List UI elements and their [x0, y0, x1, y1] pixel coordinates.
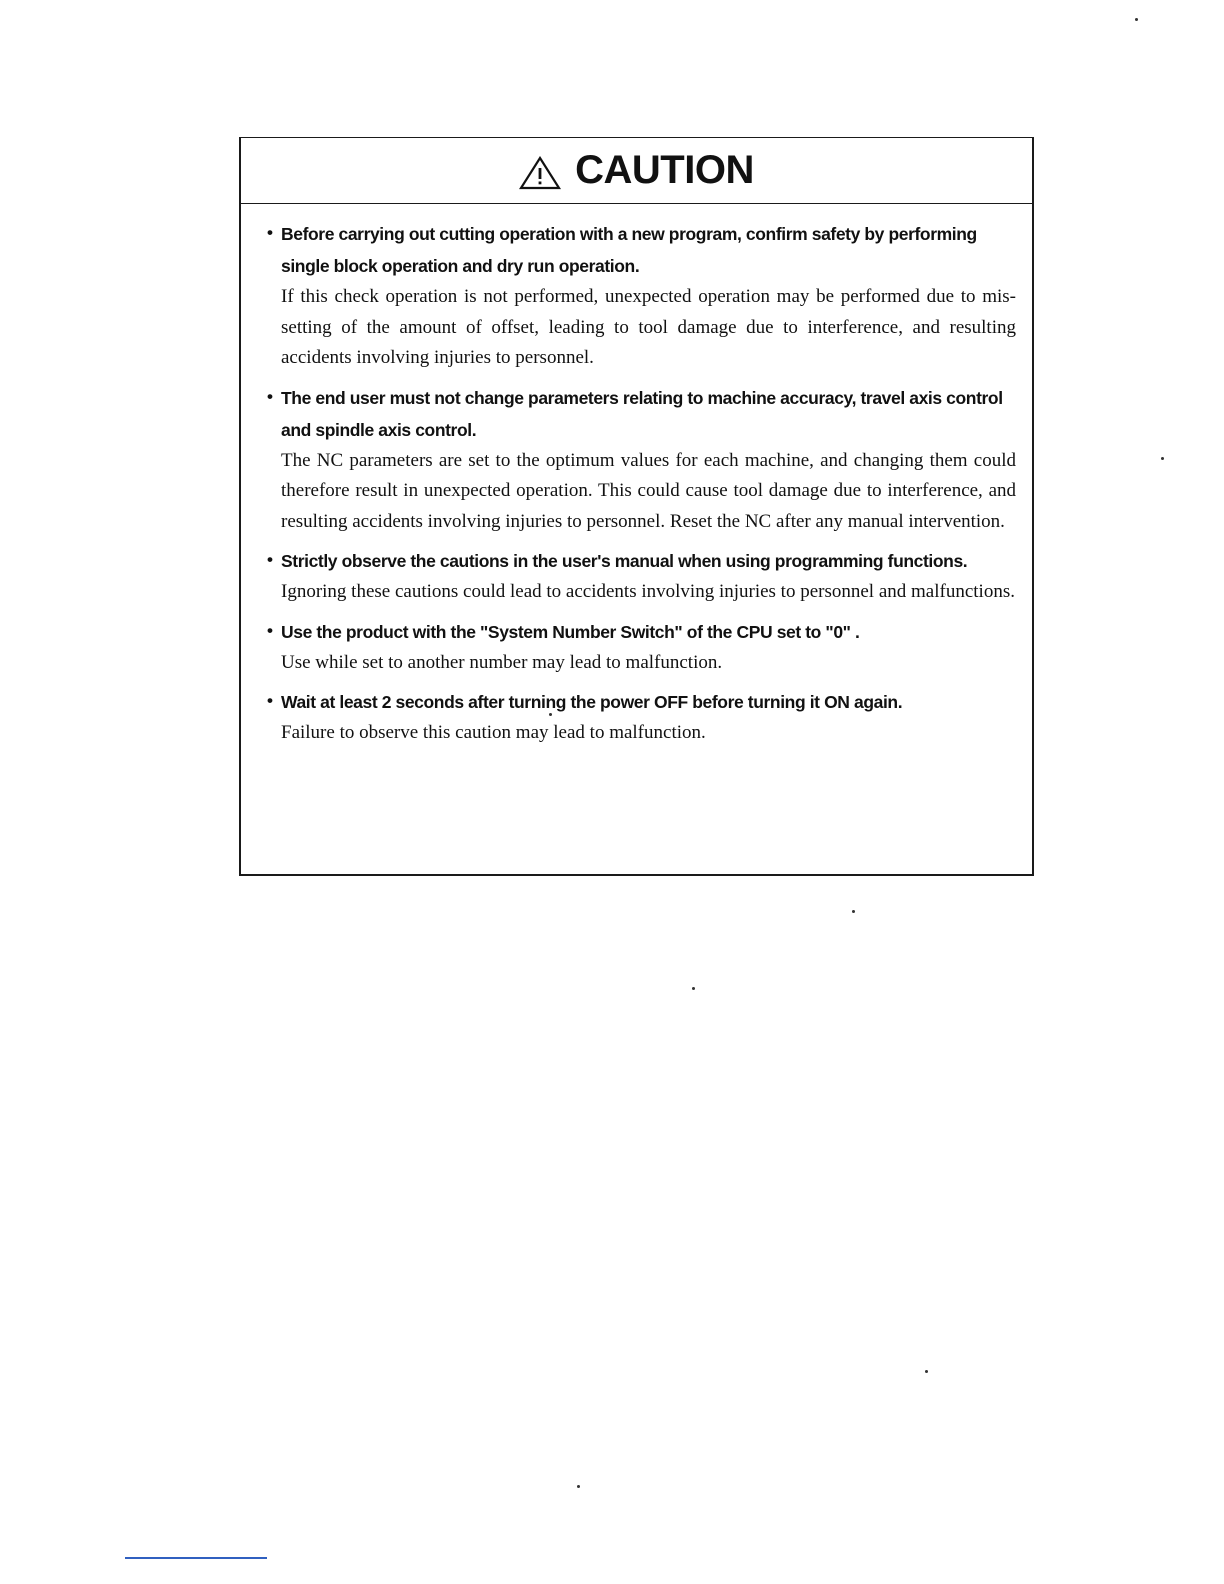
caution-body: [241, 204, 1032, 749]
caution-item-heading: Strictly observe the cautions in the user's manual when using programming functions.: [281, 551, 968, 571]
caution-item-description: Use while set to another number may lead to malfunction.: [281, 651, 723, 673]
caution-item-heading: Wait at least 2 seconds after turning the power OFF before turning it ON again.: [281, 692, 903, 712]
caution-item-description: The NC parameters are set to the optimum values for each machine, and changing them could therefore result in unexpected operation. This could cause tool damage due to interference, and resulting accidents involving injuries to personnel. Reset the NC after any manual intervention.: [281, 449, 1016, 532]
warning-triangle-icon: [519, 156, 561, 190]
caution-title: CAUTION: [575, 148, 754, 192]
caution-item-description: Ignoring these cautions could lead to accidents involving injuries to personnel and malfunctions.: [281, 581, 1015, 602]
scan-speck: [1135, 18, 1138, 21]
scan-speck: [577, 1485, 580, 1488]
scan-speck: [1161, 457, 1164, 460]
footer-rule: [125, 1557, 267, 1559]
caution-item: [267, 686, 1016, 749]
caution-item-heading: The end user must not change parameters relating to machine accuracy, travel axis control and spindle axis control.: [281, 387, 1003, 440]
caution-item: [267, 616, 1016, 679]
scan-speck: [549, 713, 552, 716]
scan-speck: [925, 1370, 928, 1373]
bullet: •: [267, 386, 273, 406]
bullet: •: [267, 620, 273, 640]
bullet: •: [267, 223, 273, 242]
scan-speck: [692, 987, 695, 990]
caution-item-description: Failure to observe this caution may lead to malfunction.: [281, 722, 706, 743]
bullet: •: [267, 550, 273, 569]
caution-item-heading: Before carrying out cutting operation with a new program, confirm safety by performing single block operation and dry run operation.: [281, 224, 977, 276]
caution-box: [239, 137, 1034, 876]
caution-item: [267, 545, 1016, 608]
caution-item-heading: Use the product with the "System Number Switch" of the CPU set to "0" .: [281, 621, 860, 642]
caution-header: [241, 138, 1032, 204]
bullet: •: [267, 691, 273, 710]
caution-item: [267, 218, 1016, 374]
caution-item-description: If this check operation is not performed, unexpected operation may be performed due to mis-setting of the amount of offset, leading to tool damage due to interference, and resulting accidents involving injuries to personnel.: [281, 286, 1016, 368]
caution-item: [267, 382, 1016, 538]
scan-speck: [852, 910, 855, 913]
